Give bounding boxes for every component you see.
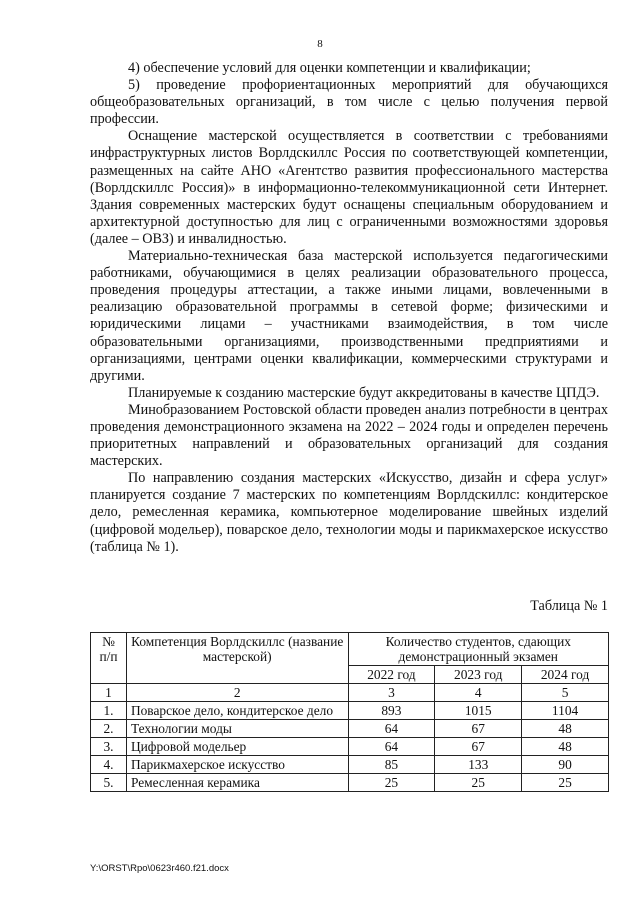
row-2024: 48 [522, 720, 609, 738]
index-cell: 2 [126, 684, 348, 702]
table-row [91, 720, 609, 738]
header-competence: Компетенция Ворлдскиллс (название мастерской) [126, 633, 348, 684]
row-competence: Цифровой модельер [126, 738, 348, 756]
row-num: 5. [91, 774, 127, 792]
row-2022: 25 [348, 774, 435, 792]
row-2022: 64 [348, 720, 435, 738]
paragraph: 5) проведение профориентационных мероприятий для обучающихся общеобразовательных организаций, в том числе с целью получения первой профессии. [90, 77, 608, 128]
header-students: Количество студентов, сдающих демонстрационный экзамен [348, 633, 609, 666]
table-row [91, 774, 609, 792]
paragraph: По направлению создания мастерских «Искусство, дизайн и сфера услуг» планируется создание 7 мастерских по компетенциям Ворлдскиллс: кондитерское дело, ремесленная керамика, компьютерное моделирование швейных изделий (цифровой модельер), поварское дело, технологии моды и парикмахерское искусство (таблица № 1). [90, 470, 608, 555]
row-competence: Парикмахерское искусство [126, 756, 348, 774]
paragraph: Оснащение мастерской осуществляется в соответствии с требованиями инфраструктурных листов Ворлдскиллс Россия по соответствующей компетенции, размещенных на сайте АНО «Агентство развития профессионального мастерства (Ворлдскиллс Россия)» в информационно-телекоммуникационной сети Интернет. Здания современных мастерских будут оснащены специальным оборудованием и архитектурной доступностью для лиц с ограниченными возможностями здоровья (далее – ОВЗ) и инвалидностью. [90, 128, 608, 247]
paragraph: Материально-техническая база мастерской используется педагогическими работниками, обучающимися в целях реализации образовательного процесса, проведения процедуры аттестации, а также иными лицами, вовлеченными в реализацию образовательной программы в сетевой форме; физическими и юридическими лицами – участниками взаимодействия, в том числе образовательными организациями, производственными предприятиями и организациями, центрами оценки квалификации, коммерческими структурами и другими. [90, 248, 608, 384]
row-num: 3. [91, 738, 127, 756]
header-num: № п/п [91, 633, 127, 684]
row-2022: 85 [348, 756, 435, 774]
index-cell: 1 [91, 684, 127, 702]
row-2023: 25 [435, 774, 522, 792]
row-2022: 64 [348, 738, 435, 756]
row-num: 2. [91, 720, 127, 738]
row-2023: 1015 [435, 702, 522, 720]
row-2024: 1104 [522, 702, 609, 720]
table-header-row [91, 633, 609, 666]
index-cell: 3 [348, 684, 435, 702]
row-competence: Технологии моды [126, 720, 348, 738]
row-competence: Поварское дело, кондитерское дело [126, 702, 348, 720]
row-2023: 67 [435, 738, 522, 756]
index-cell: 4 [435, 684, 522, 702]
paragraph: Минобразованием Ростовской области проведен анализ потребности в центрах проведения демонстрационного экзамена на 2022 – 2024 годы и определен перечень приоритетных направлений и образовательных организаций для создания мастерских. [90, 401, 608, 470]
row-num: 4. [91, 756, 127, 774]
row-2023: 67 [435, 720, 522, 738]
row-num: 1. [91, 702, 127, 720]
header-year: 2023 год [435, 666, 522, 684]
row-2024: 90 [522, 756, 609, 774]
table-row [91, 702, 609, 720]
index-cell: 5 [522, 684, 609, 702]
header-year: 2022 год [348, 666, 435, 684]
table-row [91, 738, 609, 756]
competence-table [90, 632, 609, 792]
body-text [90, 60, 608, 556]
row-competence: Ремесленная керамика [126, 774, 348, 792]
page-number: 8 [317, 38, 323, 50]
row-2022: 893 [348, 702, 435, 720]
table-caption: Таблица № 1 [530, 598, 608, 614]
header-year: 2024 год [522, 666, 609, 684]
row-2024: 48 [522, 738, 609, 756]
row-2023: 133 [435, 756, 522, 774]
table-index-row [91, 684, 609, 702]
table-row [91, 756, 609, 774]
paragraph: Планируемые к созданию мастерские будут аккредитованы в качестве ЦПДЭ. [128, 384, 600, 401]
paragraph: 4) обеспечение условий для оценки компетенции и квалификации; [128, 60, 531, 76]
row-2024: 25 [522, 774, 609, 792]
file-path-footer: Y:\ORST\Rpo\0623r460.f21.docx [90, 863, 229, 874]
